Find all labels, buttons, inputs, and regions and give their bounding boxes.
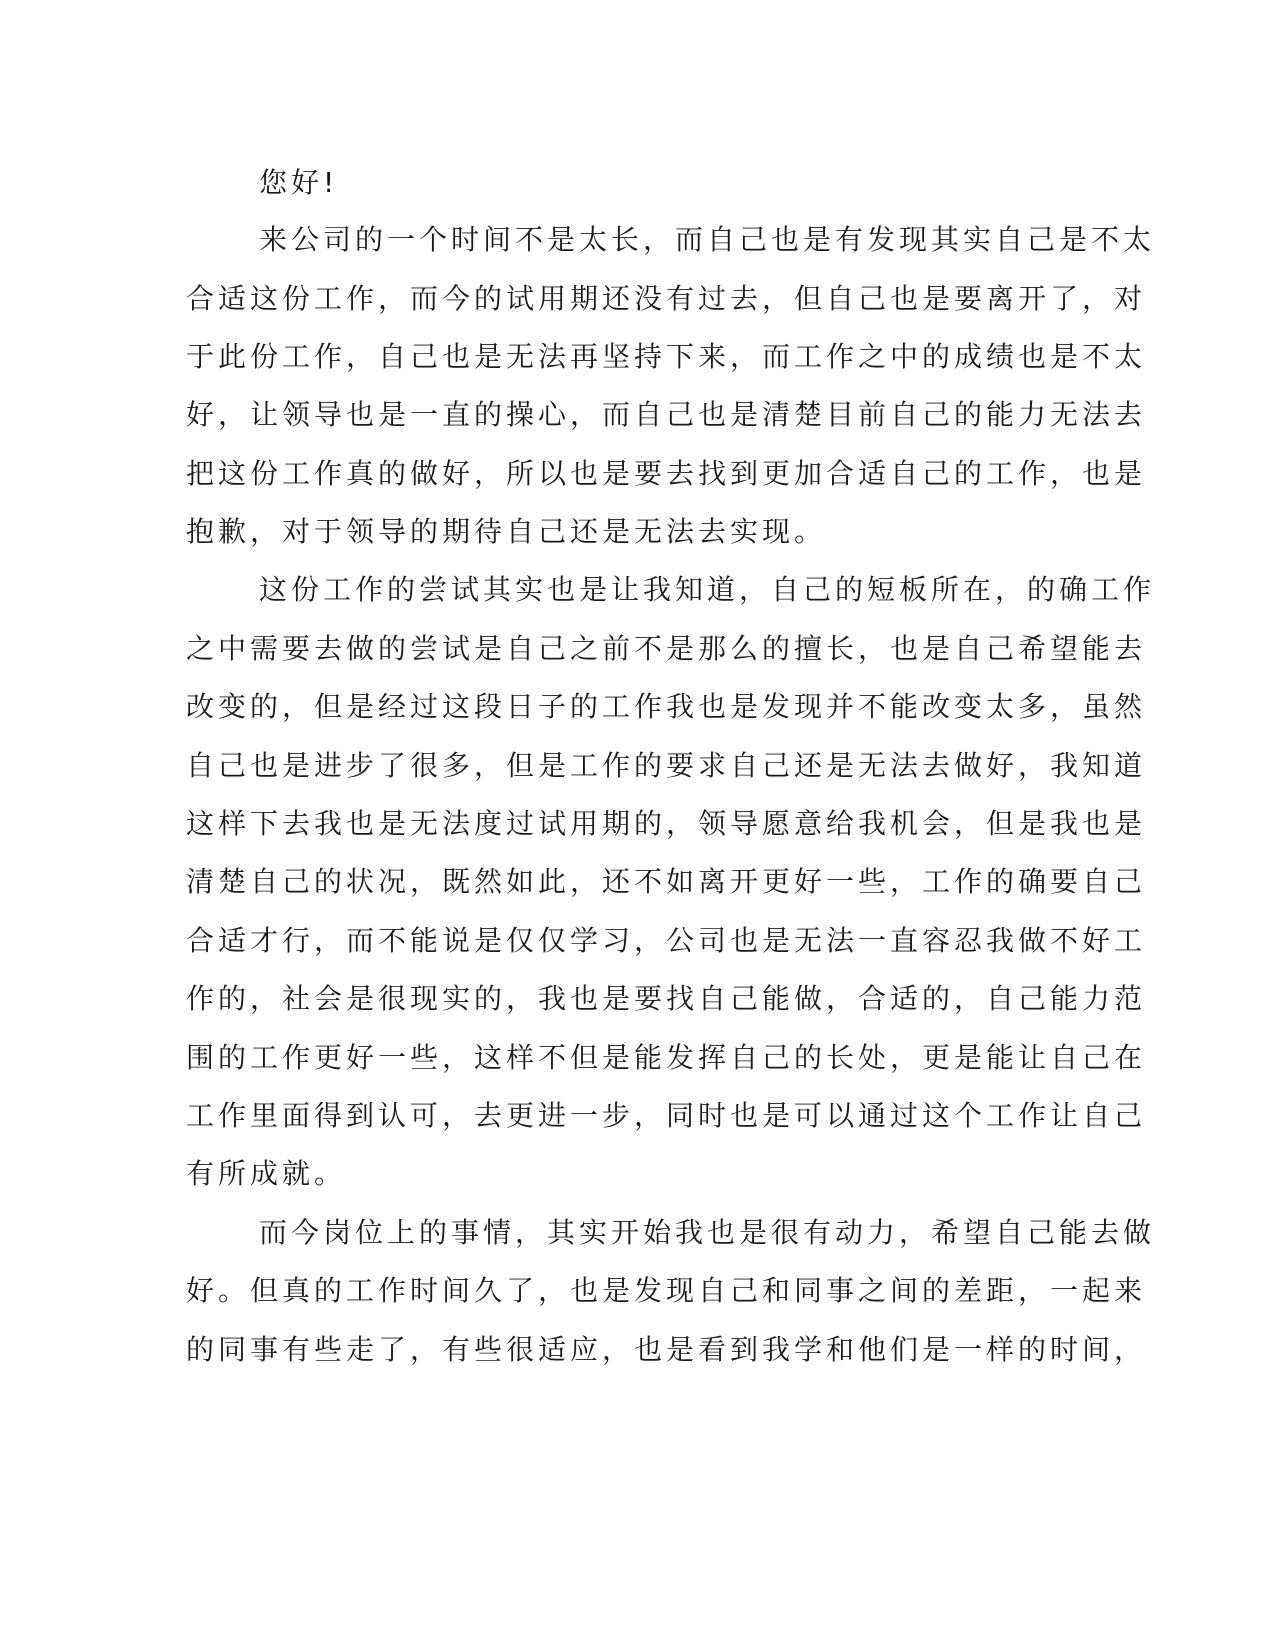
text-line: 之中需要去做的尝试是自己之前不是那么的擅长，也是自己希望能去 [186,632,1147,665]
text-line: 清楚自己的状况，既然如此，还不如离开更好一些，工作的确要自己 [186,865,1147,898]
text-line: 合适才行，而不能说是仅仅学习，公司也是无法一直容忍我做不好工 [186,924,1147,957]
text-line: 工作里面得到认可，去更进一步，同时也是可以通过这个工作让自己 [186,1099,1147,1132]
text-line: 把这份工作真的做好，所以也是要去找到更加合适自己的工作，也是 [186,457,1147,490]
text-line: 这份工作的尝试其实也是让我知道，自己的短板所在，的确工作 [259,573,1156,606]
text-line: 于此份工作，自己也是无法再坚持下来，而工作之中的成绩也是不太 [186,340,1147,373]
text-line: 好，让领导也是一直的操心，而自己也是清楚目前自己的能力无法去 [186,398,1147,431]
text-line: 作的，社会是很现实的，我也是要找自己能做，合适的，自己能力范 [186,982,1147,1015]
text-line: 这样下去我也是无法度过试用期的，领导愿意给我机会，但是我也是 [186,807,1147,840]
text-line: 围的工作更好一些，这样不但是能发挥自己的长处，更是能让自己在 [186,1041,1147,1074]
text-line: 自己也是进步了很多，但是工作的要求自己还是无法去做好，我知道 [186,749,1147,782]
text-line: 改变的，但是经过这段日子的工作我也是发现并不能改变太多，虽然 [186,690,1147,723]
text-line: 的同事有些走了，有些很适应，也是看到我学和他们是一样的时间， [186,1333,1147,1366]
text-line: 来公司的一个时间不是太长，而自己也是有发现其实自己是不太 [259,223,1156,256]
text-line: 而今岗位上的事情，其实开始我也是很有动力，希望自己能去做 [259,1216,1156,1249]
text-line: 好。但真的工作时间久了，也是发现自己和同事之间的差距，一起来 [186,1274,1147,1307]
greeting: 您好! [259,166,339,199]
text-line: 有所成就。 [186,1157,347,1190]
text-line: 合适这份工作，而今的试用期还没有过去，但自己也是要离开了，对 [186,282,1147,315]
text-line: 抱歉，对于领导的期待自己还是无法去实现。 [186,515,827,548]
